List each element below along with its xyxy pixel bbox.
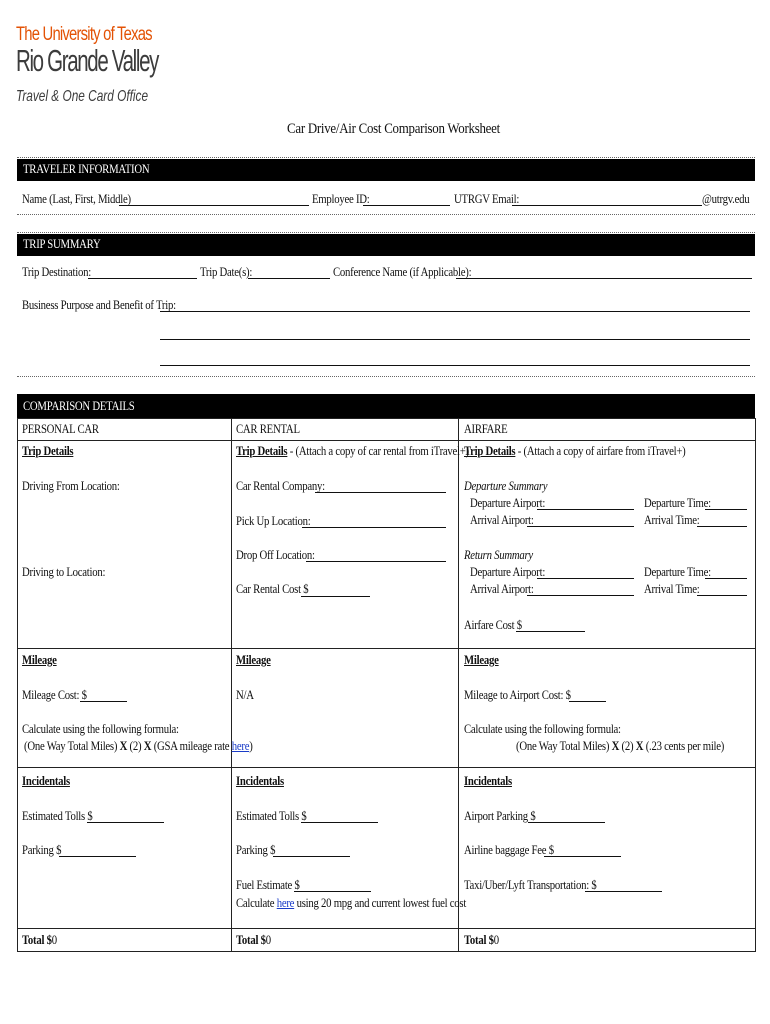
- purpose-field-1[interactable]: [160, 299, 750, 312]
- drop-off-label: Drop Off Location:: [236, 548, 315, 562]
- rental-total: [236, 933, 271, 948]
- traveler-section-title: TRAVELER INFORMATION: [23, 162, 150, 176]
- trip-dates-field[interactable]: [248, 266, 330, 279]
- air-mileage-title: Mileage: [464, 653, 499, 667]
- fuel-calc-suffix: using 20 mpg and current lowest fuel cost: [294, 896, 467, 910]
- trip-section-title: TRIP SUMMARY: [23, 237, 101, 251]
- departure-time-label: Departure Time:: [644, 496, 711, 510]
- air-incidentals-title: Incidentals: [464, 774, 512, 788]
- formula-two: (2): [127, 739, 144, 753]
- rental-company-label: Car Rental Company:: [236, 479, 325, 493]
- air-formula-x-2: X: [635, 739, 644, 753]
- rental-total-value: 0: [265, 933, 271, 947]
- office-name: Travel & One Card Office: [16, 88, 149, 105]
- comparison-section-header: [17, 394, 755, 418]
- return-summary-label: Return Summary: [464, 548, 533, 562]
- arrival-airport-label: Arrival Airport:: [470, 513, 534, 527]
- personal-total-label: Total $: [22, 933, 52, 947]
- drop-off-field[interactable]: [306, 549, 446, 562]
- air-formula-intro: Calculate using the following formula:: [464, 722, 621, 736]
- personal-tolls-field[interactable]: [87, 810, 164, 823]
- purpose-label: Business Purpose and Benefit of Trip:: [22, 298, 176, 312]
- purpose-field-2[interactable]: [160, 327, 750, 340]
- personal-parking-label: Parking $: [22, 843, 62, 857]
- col-car-rental: CAR RENTAL: [236, 422, 300, 436]
- driving-to-label: Driving to Location:: [22, 565, 106, 579]
- return-arrival-airport-label: Arrival Airport:: [470, 582, 534, 596]
- air-formula-miles: (One Way Total Miles): [516, 739, 612, 753]
- formula-x-1: X: [119, 739, 128, 753]
- fuel-estimate-label: Fuel Estimate $: [236, 878, 300, 892]
- personal-trip-details: Trip Details: [22, 444, 74, 458]
- departure-summary-label: Departure Summary: [464, 479, 548, 493]
- air-trip-details: [464, 444, 685, 459]
- rental-trip-details: [236, 444, 469, 459]
- arrival-airport-field[interactable]: [527, 514, 634, 527]
- traveler-section-header: [17, 159, 755, 181]
- mileage-cost-field[interactable]: [80, 689, 127, 702]
- mileage-airport-cost-label: Mileage to Airport Cost: $: [464, 688, 571, 702]
- gsa-rate-link[interactable]: here: [231, 739, 250, 753]
- pick-up-label: Pick Up Location:: [236, 514, 311, 528]
- formula-gsa: (GSA mileage rate: [151, 739, 232, 753]
- personal-formula: [24, 739, 253, 754]
- trip-section-header: [17, 234, 755, 256]
- personal-total: [22, 933, 57, 948]
- departure-airport-label: Departure Airport:: [470, 496, 546, 510]
- rental-mileage-na: N/A: [236, 688, 254, 702]
- departure-time-field[interactable]: [705, 497, 747, 510]
- air-attach-note: - (Attach a copy of airfare from iTravel+): [515, 444, 686, 458]
- personal-parking-field[interactable]: [59, 844, 136, 857]
- taxi-field[interactable]: [585, 879, 662, 892]
- personal-total-value: 0: [51, 933, 57, 947]
- formula-close: ): [249, 739, 253, 753]
- mileage-cost-label: Mileage Cost: $: [22, 688, 87, 702]
- fuel-cost-link[interactable]: here: [276, 896, 295, 910]
- mileage-airport-cost-field[interactable]: [569, 689, 606, 702]
- personal-incidentals-title: Incidentals: [22, 774, 70, 788]
- rental-tolls-label: Estimated Tolls $: [236, 809, 307, 823]
- destination-field[interactable]: [88, 266, 197, 279]
- airfare-cost-label: Airfare Cost $: [464, 618, 522, 632]
- conference-field[interactable]: [456, 266, 752, 279]
- rental-tolls-field[interactable]: [301, 810, 378, 823]
- email-field[interactable]: [512, 193, 702, 206]
- rental-parking-label: Parking $: [236, 843, 276, 857]
- pick-up-field[interactable]: [302, 515, 446, 528]
- fuel-calc-prefix: Calculate: [236, 896, 277, 910]
- trip-dates-label: Trip Date(s):: [200, 265, 253, 279]
- destination-label: Trip Destination:: [22, 265, 91, 279]
- rental-trip-details-title: Trip Details: [236, 444, 288, 458]
- name-field[interactable]: [119, 193, 309, 206]
- name-label: Name (Last, First, Middle): [22, 192, 131, 206]
- fuel-estimate-field[interactable]: [294, 879, 371, 892]
- utrgv-logo: [16, 24, 176, 114]
- col-airfare: AIRFARE: [464, 422, 508, 436]
- personal-mileage-title: Mileage: [22, 653, 57, 667]
- page-title: Car Drive/Air Cost Comparison Worksheet: [287, 121, 500, 137]
- logo-line-2: Rio Grande Valley: [16, 43, 159, 78]
- return-arrival-airport-field[interactable]: [527, 583, 634, 596]
- personal-tolls-label: Estimated Tolls $: [22, 809, 93, 823]
- departure-airport-field[interactable]: [537, 497, 634, 510]
- arrival-time-field[interactable]: [697, 514, 747, 527]
- rental-company-field[interactable]: [315, 480, 446, 493]
- rental-incidentals-title: Incidentals: [236, 774, 284, 788]
- fuel-calc-note: [236, 896, 466, 911]
- arrival-time-label: Arrival Time:: [644, 513, 700, 527]
- airport-parking-field[interactable]: [528, 810, 605, 823]
- email-suffix: @utrgv.edu: [702, 192, 750, 206]
- return-departure-time-label: Departure Time:: [644, 565, 711, 579]
- air-formula-two: (2): [619, 739, 636, 753]
- air-formula: [516, 739, 724, 754]
- conference-label: Conference Name (if Applicable):: [333, 265, 472, 279]
- rental-parking-field[interactable]: [273, 844, 350, 857]
- return-arrival-time-label: Arrival Time:: [644, 582, 700, 596]
- airfare-cost-field[interactable]: [516, 619, 585, 632]
- airport-parking-label: Airport Parking $: [464, 809, 536, 823]
- rental-cost-field[interactable]: [301, 584, 370, 597]
- rental-cost-label: Car Rental Cost $: [236, 582, 309, 596]
- comparison-section-title: COMPARISON DETAILS: [23, 399, 135, 413]
- rental-total-label: Total $: [236, 933, 266, 947]
- col-personal-car: PERSONAL CAR: [22, 422, 99, 436]
- taxi-label: Taxi/Uber/Lyft Transportation: $: [464, 878, 597, 892]
- air-formula-x-1: X: [611, 739, 620, 753]
- rental-mileage-title: Mileage: [236, 653, 271, 667]
- return-departure-airport-field[interactable]: [537, 566, 634, 579]
- return-departure-airport-label: Departure Airport:: [470, 565, 546, 579]
- employee-id-label: Employee ID:: [312, 192, 370, 206]
- employee-id-field[interactable]: [363, 193, 450, 206]
- baggage-fee-label: Airline baggage Fee $: [464, 843, 554, 857]
- rental-attach-note: - (Attach a copy of car rental from iTravel+): [287, 444, 469, 458]
- return-departure-time-field[interactable]: [705, 566, 747, 579]
- air-formula-rate: (.23 cents per mile): [643, 739, 725, 753]
- air-total-value: 0: [493, 933, 499, 947]
- baggage-fee-field[interactable]: [544, 844, 621, 857]
- formula-x-2: X: [143, 739, 152, 753]
- return-arrival-time-field[interactable]: [697, 583, 747, 596]
- driving-from-label: Driving From Location:: [22, 479, 120, 493]
- formula-miles: (One Way Total Miles): [24, 739, 120, 753]
- air-total-label: Total $: [464, 933, 494, 947]
- air-total: [464, 933, 499, 948]
- personal-formula-intro: Calculate using the following formula:: [22, 722, 179, 736]
- purpose-field-3[interactable]: [160, 353, 750, 366]
- air-trip-details-title: Trip Details: [464, 444, 516, 458]
- logo-line-1: The University of Texas: [16, 24, 152, 45]
- email-label: UTRGV Email:: [454, 192, 520, 206]
